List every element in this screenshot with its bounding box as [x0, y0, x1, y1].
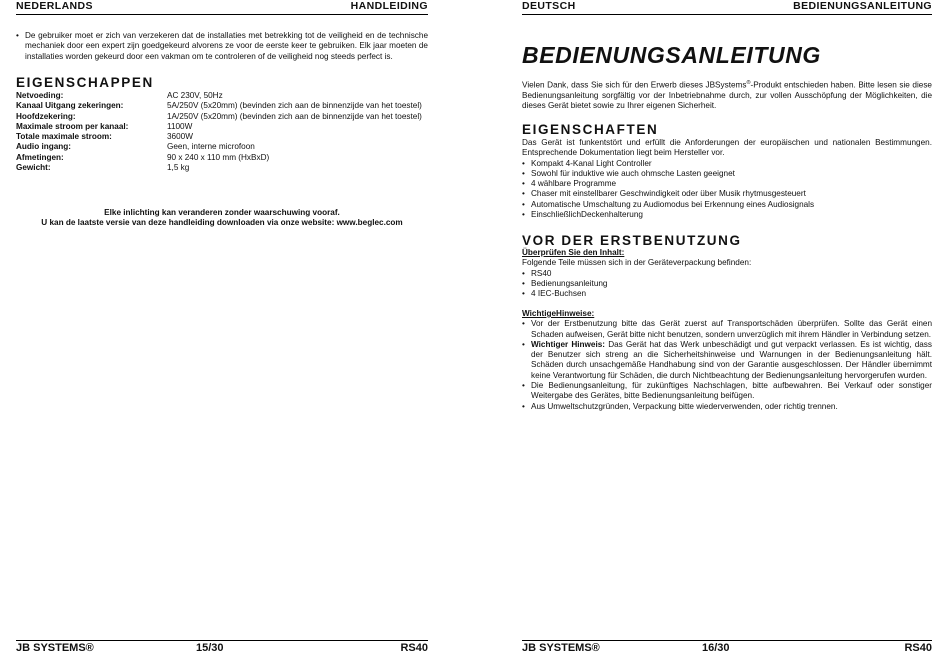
footer-brand: JB SYSTEMS® — [522, 642, 600, 654]
spec-value: 1,5 kg — [167, 163, 190, 173]
header-title: BEDIENUNGSANLEITUNG — [793, 0, 932, 12]
contents-section — [522, 248, 932, 299]
specs-heading: EIGENSCHAPPEN — [16, 75, 154, 90]
list-item — [522, 381, 932, 402]
page-footer — [522, 640, 932, 655]
safety-bullet: • De gebruiker moet er zich van verzekeren dat de installaties met betrekking tot de veiligheid en de technische mechaniek door een expert zijn goedgekeurd alvorens ze voor de eerste keer te gebruiken. Elk jaar moeten de installaties worden gekeurd door een vakman om te controleren of de veiligheid nog steeds perfect is. — [16, 31, 428, 62]
list-item: • EinschließlichDeckenhalterung — [522, 210, 932, 220]
specs-table — [16, 91, 428, 173]
spec-row — [16, 132, 428, 142]
spec-label: Afmetingen: — [16, 152, 64, 162]
contents-list — [522, 269, 932, 300]
spec-label: Audio ingang: — [16, 142, 72, 152]
spec-row — [16, 91, 428, 101]
list-item — [522, 340, 932, 381]
list-item: • Bedienungsanleitung — [522, 279, 932, 289]
spec-value: Geen, interne microfoon — [167, 142, 255, 152]
right-page — [522, 0, 932, 654]
spec-row — [16, 122, 428, 132]
safety-list — [16, 31, 428, 62]
list-item: • Sowohl für induktive wie auch ohmsche Lasten geeignet — [522, 169, 932, 179]
check-contents-heading: Überprüfen Sie den Inhalt: — [522, 248, 625, 257]
spec-label: Maximale stroom per kanaal: — [16, 121, 129, 131]
registered-mark: ® — [746, 80, 751, 86]
update-notice — [16, 208, 428, 229]
spec-row — [16, 153, 428, 163]
list-item: • Kompakt 4-Kanal Light Controller — [522, 159, 932, 169]
note-bold: Wichtiger Hinweis: — [531, 339, 606, 349]
spec-value: 5A/250V (5x20mm) (bevinden zich aan de binnenzijde van het toestel) — [167, 101, 422, 111]
spec-row — [16, 163, 428, 173]
note-text: Das Gerät hat das Werk unbeschädigt und gut verpackt verlassen. Es ist wichtig, dass der Benutzer sich streng an die Sicherheitshinweise und Warnungen in der Bedienungsanleitung hält. Schäden durch unsachgemäße Handhabung sind von der Garantie ausgeschlossen. Der Händler übernimmt keine Verantwortung für Schäden, die durch Nichtbeachtung der Bedienungsanleitung hervorgerufen wurden. — [531, 339, 932, 380]
notice-line: Elke inlichting kan veranderen zonder waarschuwing vooraf. — [104, 208, 340, 217]
page-header — [16, 0, 428, 15]
first-use-heading: VOR DER ERSTBENUTZUNG — [522, 233, 742, 248]
header-language: NEDERLANDS — [16, 0, 93, 12]
footer-page-number: 15/30 — [196, 642, 224, 654]
notice-line: U kan de laatste versie van deze handleiding downloaden via onze website: www.beglec.com — [41, 218, 403, 228]
spec-value: 1A/250V (5x20mm) (bevinden zich aan de binnenzijde van het toestel) — [167, 111, 422, 121]
footer-brand: JB SYSTEMS® — [16, 642, 94, 654]
features-list — [522, 159, 932, 221]
left-page — [16, 0, 428, 654]
list-item: • RS40 — [522, 269, 932, 279]
note-text: Die Bedienungsanleitung, für zukünftiges Nachschlagen, bitte aufbewahren. Bei Verkauf oder sonstiger Weitergabe des Gerätes, bitte Bedienungsanleitung beifügen. — [531, 381, 932, 401]
list-item — [522, 402, 932, 412]
footer-model: RS40 — [400, 642, 428, 654]
intro-text: -Produkt entschieden haben. Bitte lesen sie diese Bedienungsanleitung sorgfältig vor der Inbetriebnahme durch, zur vollen Ausschöpfung der Möglichkeiten, die dieses Gerät bietet sowie zu Ihrer eigenen Sicherheit. — [522, 80, 932, 111]
spec-value: AC 230V, 50Hz — [167, 91, 223, 100]
footer-model: RS40 — [904, 642, 932, 654]
spec-label: Netvoeding: — [16, 91, 64, 100]
spec-row — [16, 101, 428, 111]
spec-row — [16, 142, 428, 152]
important-heading: WichtigeHinweise: — [522, 309, 595, 318]
features-section — [522, 138, 932, 220]
header-language: DEUTSCH — [522, 0, 576, 12]
note-text: Vor der Erstbenutzung bitte das Gerät zuerst auf Transportschäden überprüfen. Sollte das Gerät einen Schaden aufweisen, Gerät bitte nicht benutzen, sondern unverzüglich mit ihrem Händler in Verbindung setzen. — [531, 319, 932, 339]
list-item: • 4 wählbare Programme — [522, 179, 932, 189]
important-list — [522, 319, 932, 412]
spec-value: 90 x 240 x 110 mm (HxBxD) — [167, 152, 270, 162]
spec-label: Totale maximale stroom: — [16, 132, 112, 142]
important-section — [522, 309, 932, 412]
list-item — [522, 319, 932, 340]
list-item: • 4 IEC-Buchsen — [522, 289, 932, 299]
intro-text: Vielen Dank, dass Sie sich für den Erwerb dieses JBSystems — [522, 80, 747, 90]
spec-value: 1100W — [167, 121, 193, 131]
spec-row — [16, 112, 428, 122]
header-title: HANDLEIDING — [350, 0, 428, 12]
footer-page-number: 16/30 — [702, 642, 730, 654]
main-title: BEDIENUNGSANLEITUNG — [522, 42, 821, 68]
spec-value: 3600W — [167, 132, 193, 142]
note-text: Aus Umweltschutzgründen, Verpackung bitte wiederverwenden, oder richtig trennen. — [531, 401, 838, 411]
spec-label: Hoofdzekering: — [16, 111, 76, 121]
features-heading: EIGENSCHAFTEN — [522, 122, 659, 137]
page-header — [522, 0, 932, 15]
list-item: • Automatische Umschaltung zu Audiomodus bei Erkennung eines Audiosignals — [522, 200, 932, 210]
list-item: • Chaser mit einstellbarer Geschwindigkeit oder über Musik rhytmusgesteuert — [522, 189, 932, 199]
spec-label: Gewicht: — [16, 163, 51, 173]
intro-paragraph — [522, 78, 932, 112]
spec-label: Kanaal Uitgang zekeringen: — [16, 101, 124, 111]
page-footer — [16, 640, 428, 655]
features-intro: Das Gerät ist funkentstört und erfüllt die Anforderungen der europäischen und nationalen Bestimmungen. Entsprechende Dokumentation liegt beim Hersteller vor. — [522, 138, 932, 158]
check-contents-intro: Folgende Teile müssen sich in der Geräteverpackung befinden: — [522, 258, 752, 268]
